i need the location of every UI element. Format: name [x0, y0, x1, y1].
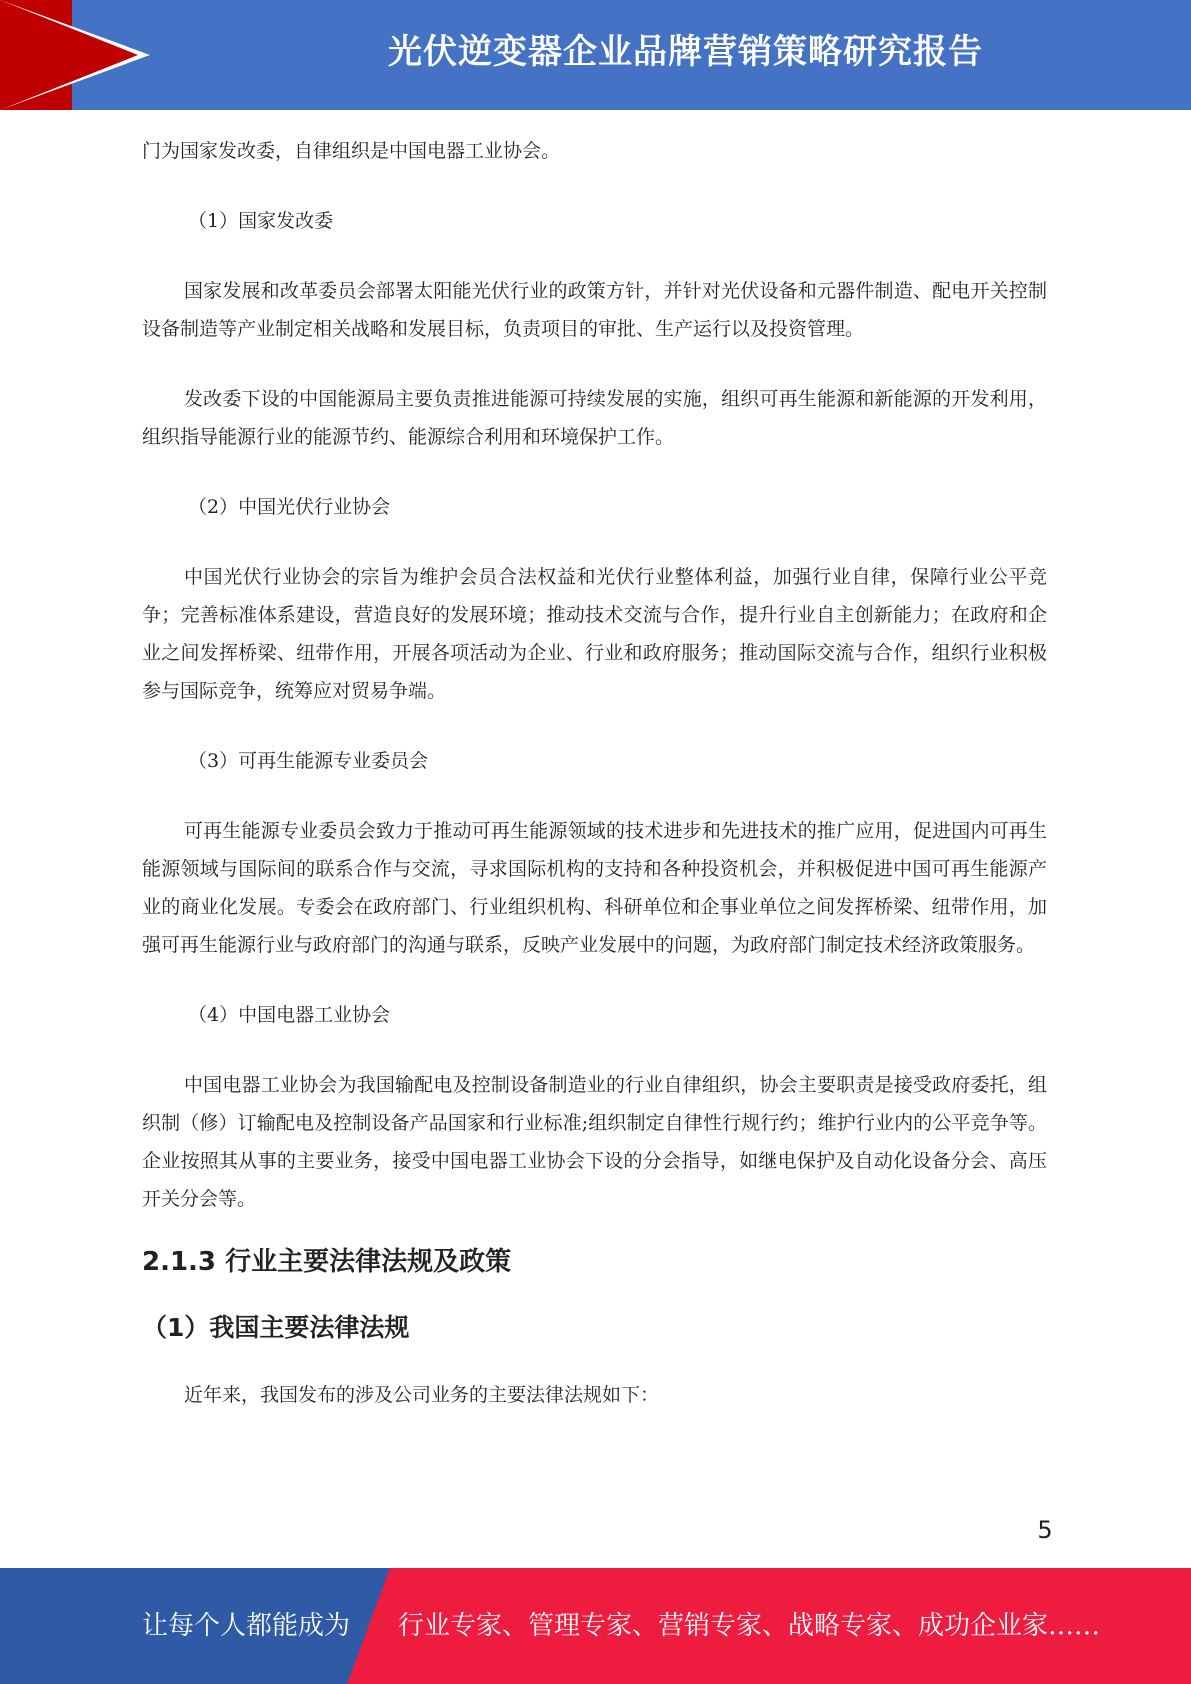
subheading-pv-association: （2）中国光伏行业协会 [188, 496, 391, 518]
subheading-electrical-association: （4）中国电器工业协会 [188, 1004, 391, 1026]
header-arrow-icon [0, 0, 138, 110]
subheading-ndrc: （1）国家发改委 [188, 210, 334, 232]
report-title: 光伏逆变器企业品牌营销策略研究报告 [388, 32, 983, 72]
page-footer [0, 1568, 1191, 1684]
paragraph-laws-intro: 近年来，我国发布的涉及公司业务的主要法律法规如下： [184, 1384, 660, 1406]
page-header [0, 0, 1191, 110]
footer-slogan-right: 行业专家、管理专家、营销专家、战略专家、成功企业家…… [398, 1611, 1101, 1641]
paragraph-continuation: 门为国家发改委，自律组织是中国电器工业协会。 [142, 140, 561, 162]
document-body [142, 132, 1047, 1414]
page-number: 5 [1037, 1516, 1053, 1544]
subheading-renewable-committee: （3）可再生能源专业委员会 [188, 750, 429, 772]
section-heading: 2.1.3 行业主要法律法规及政策 [142, 1247, 512, 1277]
footer-slogan-left: 让每个人都能成为 [142, 1611, 351, 1641]
paragraph-renewable-committee: 可再生能源专业委员会致力于推动可再生能源领域的技术进步和先进技术的推广应用，促进国内可再生能源领域与国际间的联系合作与交流，寻求国际机构的支持和各种投资机会，并积极促进中国可再生能源产业的商业化发展。专委会在政府部门、行业组织机构、科研单位和企事业单位之间发挥桥梁、纽带作用，加强可再生能源行业与政府部门的沟通与联系，反映产业发展中的问题，为政府部门制定技术经济政策服务。 [142, 820, 1047, 956]
subsection-heading: （1）我国主要法律法规 [142, 1313, 410, 1342]
paragraph-ndrc-duties: 国家发展和改革委员会部署太阳能光伏行业的政策方针，并针对光伏设备和元器件制造、配电开关控制设备制造等产业制定相关战略和发展目标，负责项目的审批、生产运行以及投资管理。 [142, 280, 1047, 340]
paragraph-electrical-association: 中国电器工业协会为我国输配电及控制设备制造业的行业自律组织，协会主要职责是接受政府委托，组织制（修）订输配电及控制设备产品国家和行业标准;组织制定自律性行规行约；维护行业内的公平竞争等。企业按照其从事的主要业务，接受中国电器工业协会下设的分会指导，如继电保护及自动化设备分会、高压开关分会等。 [142, 1074, 1047, 1210]
paragraph-energy-bureau: 发改委下设的中国能源局主要负责推进能源可持续发展的实施，组织可再生能源和新能源的开发利用，组织指导能源行业的能源节约、能源综合利用和环境保护工作。 [142, 388, 1047, 448]
paragraph-pv-association: 中国光伏行业协会的宗旨为维护会员合法权益和光伏行业整体利益，加强行业自律，保障行业公平竞争；完善标准体系建设，营造良好的发展环境；推动技术交流与合作，提升行业自主创新能力；在政府和企业之间发挥桥梁、纽带作用，开展各项活动为企业、行业和政府服务；推动国际交流与合作，组织行业积极参与国际竞争，统筹应对贸易争端。 [142, 566, 1047, 702]
